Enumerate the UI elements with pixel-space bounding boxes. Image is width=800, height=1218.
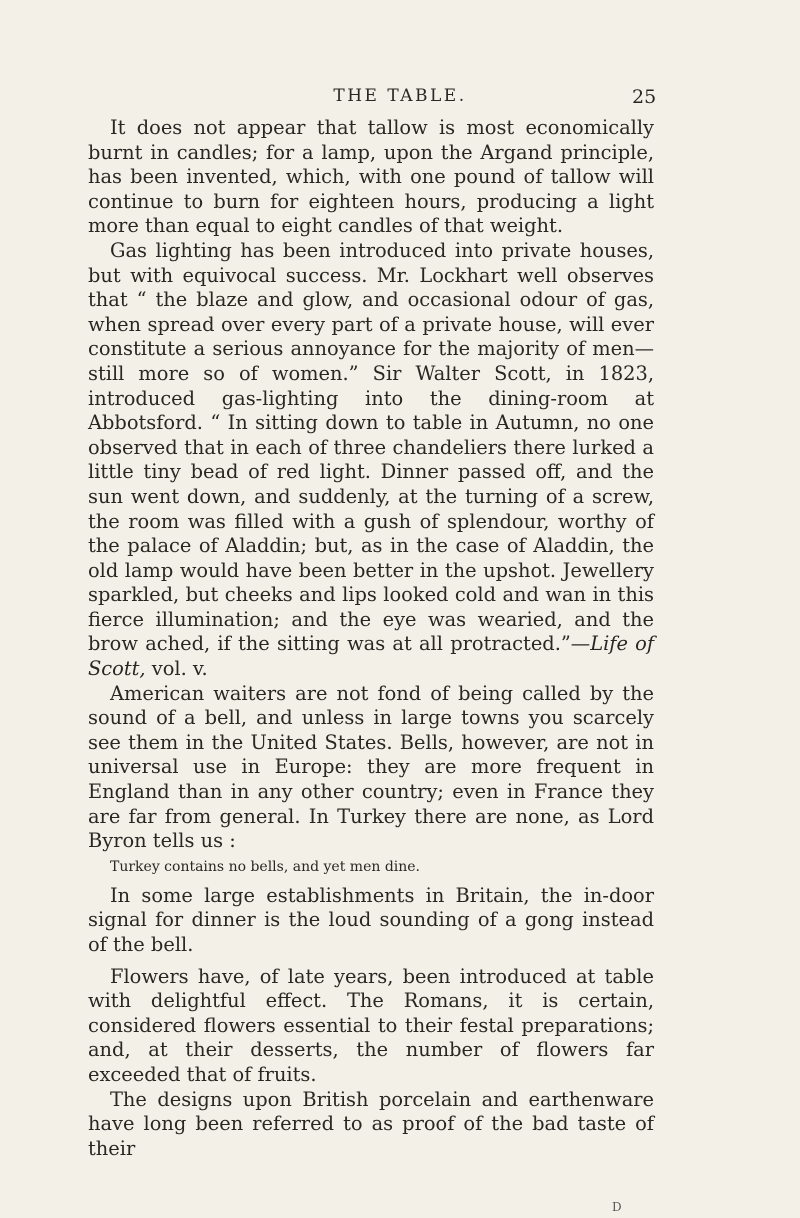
paragraph-porcelain: The designs upon British porcelain and earthenware have long been referred to as proof of the bad taste of their — [88, 1087, 654, 1160]
body-text — [88, 116, 654, 1161]
page-number: 25 — [632, 86, 657, 108]
byron-quote: Turkey contains no bells, and yet men dine. — [110, 858, 421, 875]
running-title: THE TABLE. — [333, 86, 467, 106]
paragraph-tallow: It does not appear that tallow is most economically burnt in candles; for a lamp, upon the Argand principle, has been invented, which, with one pound of tallow will continue to burn for eighteen hours, producing a light more than equal to eight candles of that weight. — [88, 116, 654, 238]
paragraph-bells: American waiters are not fond of being called by the sound of a bell, and unless in large towns you scarcely see them in the United States. Bells, however, are not in universal use in Europe: they are more frequent in England than in any other country; even in France they are far from general. In Turkey there are none, as Lord Byron tells us : — [88, 681, 654, 853]
paragraph-flowers: Flowers have, of late years, been introduced at table with delightful effect. The Romans, it is certain, considered flowers essential to their festal preparations; and, at their desserts, the number of flowers far exceeded that of fruits. — [88, 964, 654, 1086]
gas-lighting-text: Gas lighting has been introduced into private houses, but with equivocal success. Mr. Lockhart well observes that “ the blaze and glow, and occasional odour of gas, when spread over every part of a private house, will ever constitute a serious annoyance for the majority of men— still more so of women.” Sir Walter Scott, in 1823, introduced gas-lighting into the dining-room at Abbotsford. “ In sitting down to table in Autumn, no one observed that in each of three chandeliers there lurked a little tiny bead of red light. Dinner passed off, and the sun went down, and suddenly, at the turning of a screw, the room was filled with a gush of splendour, worthy of the palace of Aladdin; but, as in the case of Aladdin, the old lamp would have been better in the upshot. Jewellery sparkled, but cheeks and lips looked cold and wan in this fierce illumination; and the eye was wearied, and the brow ached, if the sitting was at all protracted.”— — [88, 238, 654, 656]
citation-title: Life of Scott, — [88, 632, 655, 681]
paragraph-gas-lighting — [88, 239, 654, 682]
paragraph-gong: In some large establishments in Britain, the in-door signal for dinner is the loud sounding of a gong instead of the bell. — [88, 883, 654, 956]
signature-mark: D — [612, 1200, 622, 1214]
running-header — [0, 86, 800, 116]
citation-volume: vol. v. — [145, 657, 208, 681]
